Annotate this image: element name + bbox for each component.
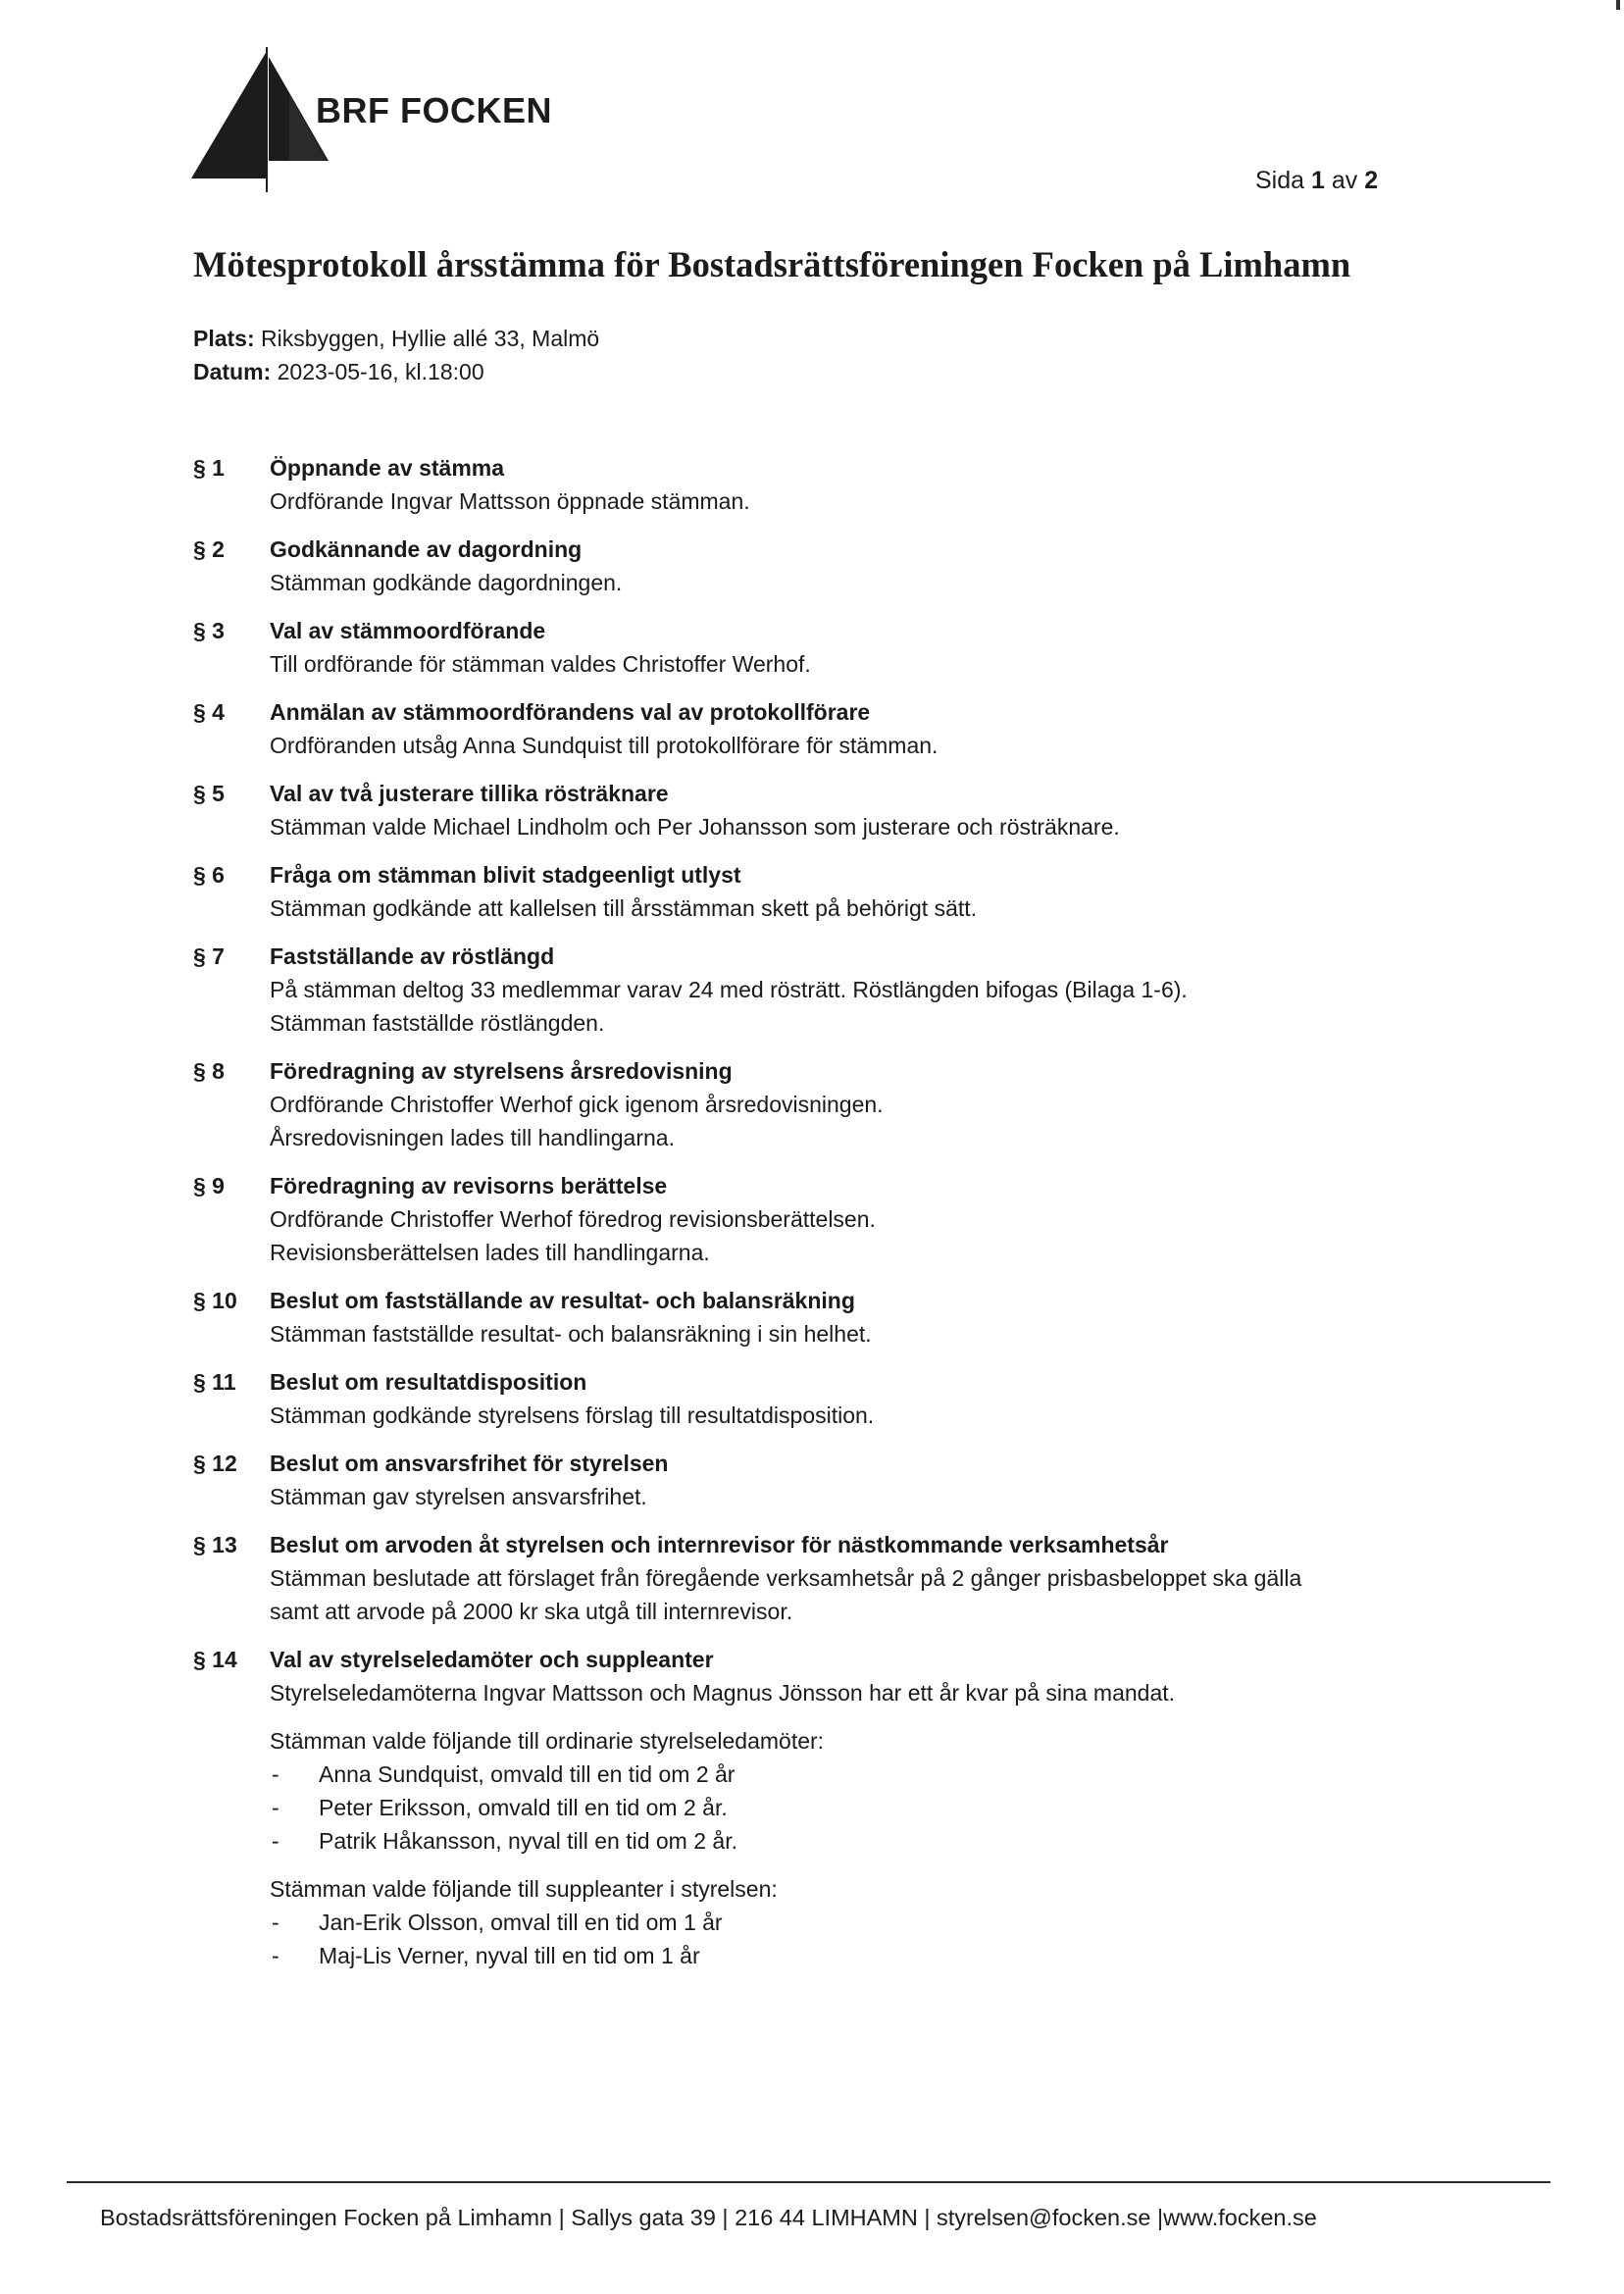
section-10 bbox=[193, 1284, 1468, 1351]
section-number: § 7 bbox=[193, 943, 225, 969]
page-indicator-middle: av bbox=[1331, 167, 1358, 194]
page-total: 2 bbox=[1364, 167, 1379, 194]
deputies-list bbox=[270, 1906, 1468, 1972]
date-value: 2023-05-16, kl.18:00 bbox=[277, 359, 484, 384]
minutes-sections bbox=[193, 451, 1468, 1972]
section-heading: Beslut om resultatdisposition bbox=[270, 1369, 587, 1395]
section-4 bbox=[193, 695, 1468, 762]
page-current: 1 bbox=[1311, 167, 1325, 194]
section-heading: Val av stämmoordförande bbox=[270, 618, 546, 643]
ordinary-members-intro: Stämman valde följande till ordinarie styrelseledamöter: bbox=[270, 1728, 825, 1754]
section-text: Stämman fastställde resultat- och balansräkning i sin helhet. bbox=[270, 1321, 872, 1347]
section-text: Stämman beslutade att förslaget från föregående verksamhetsår på 2 gånger prisbasbeloppet ska gälla bbox=[270, 1565, 1302, 1591]
meeting-place bbox=[193, 322, 599, 355]
section-11 bbox=[193, 1365, 1468, 1432]
sections-list bbox=[193, 451, 1468, 1628]
meeting-meta bbox=[193, 322, 599, 388]
section-7 bbox=[193, 940, 1468, 1040]
section-heading: Val av styrelseledamöter och suppleanter bbox=[270, 1647, 714, 1672]
section-3 bbox=[193, 614, 1468, 681]
footer-address: Bostadsrättsföreningen Focken på Limhamn | Sallys gata 39 | 216 44 LIMHAMN | styrelsen@focken.se |www.focken.se bbox=[100, 2205, 1317, 2230]
section-heading: Val av två justerare tillika rösträknare bbox=[270, 781, 669, 806]
section-13 bbox=[193, 1528, 1468, 1628]
section-text: Till ordförande för stämman valdes Christoffer Werhof. bbox=[270, 651, 811, 677]
section-heading: Godkännande av dagordning bbox=[270, 536, 583, 562]
section-number: § 13 bbox=[193, 1532, 237, 1557]
section-text: Stämman godkände styrelsens förslag till resultatdisposition. bbox=[270, 1402, 875, 1428]
section-heading: Föredragning av revisorns berättelse bbox=[270, 1173, 668, 1198]
place-label: Plats: bbox=[193, 326, 255, 351]
section-1 bbox=[193, 451, 1468, 518]
section-heading: Beslut om arvoden åt styrelsen och internrevisor för nästkommande verksamhetsår bbox=[270, 1532, 1169, 1557]
section-9 bbox=[193, 1169, 1468, 1269]
document-title: Mötesprotokoll årsstämma för Bostadsrättsföreningen Focken på Limhamn bbox=[193, 244, 1351, 284]
section-heading: Anmälan av stämmoordförandens val av protokollförare bbox=[270, 699, 871, 725]
section-text: Stämman fastställde röstlängden. bbox=[270, 1010, 605, 1036]
section-heading: Beslut om fastställande av resultat- och balansräkning bbox=[270, 1288, 855, 1313]
section-text: Stämman valde Michael Lindholm och Per Johansson som justerare och rösträknare. bbox=[270, 814, 1120, 840]
date-label: Datum: bbox=[193, 359, 272, 384]
list-item: - Maj-Lis Verner, nyval till en tid om 1 år bbox=[270, 1939, 1468, 1972]
brand-name: BRF FOCKEN bbox=[316, 90, 552, 130]
section-text: samt att arvode på 2000 kr ska utgå till internrevisor. bbox=[270, 1599, 793, 1624]
ordinary-members-list bbox=[270, 1758, 1468, 1858]
section-text: Årsredovisningen lades till handlingarna. bbox=[270, 1125, 675, 1150]
section-number: § 14 bbox=[193, 1647, 237, 1672]
section-number: § 3 bbox=[193, 618, 225, 643]
section-number: § 12 bbox=[193, 1451, 237, 1476]
section-text: Stämman godkände att kallelsen till årsstämman skett på behörigt sätt. bbox=[270, 895, 978, 921]
section-text: Ordförande Christoffer Werhof föredrog revisionsberättelsen. bbox=[270, 1206, 876, 1232]
section-text: Ordförande Ingvar Mattsson öppnade stämman. bbox=[270, 488, 750, 514]
section-heading: Fastställande av röstlängd bbox=[270, 943, 555, 969]
deputies-intro: Stämman valde följande till suppleanter i styrelsen: bbox=[270, 1876, 778, 1902]
section-heading: Fråga om stämman blivit stadgeenligt utlyst bbox=[270, 862, 741, 888]
section-text: Revisionsberättelsen lades till handlingarna. bbox=[270, 1240, 710, 1265]
section-heading: Öppnande av stämma bbox=[270, 455, 505, 481]
section-number: § 8 bbox=[193, 1058, 225, 1084]
section-number: § 11 bbox=[193, 1369, 236, 1395]
place-value: Riksbyggen, Hyllie allé 33, Malmö bbox=[261, 326, 600, 351]
meeting-date bbox=[193, 355, 599, 388]
list-item: - Jan-Erik Olsson, omval till en tid om 1 år bbox=[270, 1906, 1468, 1939]
section-heading: Föredragning av styrelsens årsredovisning bbox=[270, 1058, 733, 1084]
page-indicator bbox=[1255, 167, 1378, 195]
list-item: - Anna Sundquist, omvald till en tid om 2 år bbox=[270, 1758, 1468, 1791]
section-12 bbox=[193, 1447, 1468, 1513]
section-14 bbox=[193, 1643, 1468, 1972]
section-number: § 6 bbox=[193, 862, 225, 888]
section-heading: Beslut om ansvarsfrihet för styrelsen bbox=[270, 1451, 669, 1476]
section-number: § 9 bbox=[193, 1173, 225, 1198]
section-number: § 1 bbox=[193, 455, 225, 481]
section-6 bbox=[193, 858, 1468, 925]
section-text: På stämman deltog 33 medlemmar varav 24 med rösträtt. Röstlängden bifogas (Bilaga 1-6). bbox=[270, 977, 1188, 1002]
section-2 bbox=[193, 533, 1468, 599]
section-number: § 4 bbox=[193, 699, 225, 725]
section-number: § 2 bbox=[193, 536, 225, 562]
section-number: § 10 bbox=[193, 1288, 237, 1313]
section-text: Stämman gav styrelsen ansvarsfrihet. bbox=[270, 1484, 647, 1509]
section-8 bbox=[193, 1054, 1468, 1154]
scan-edge-mark bbox=[1616, 0, 1620, 10]
list-item: - Patrik Håkansson, nyval till en tid om 2 år. bbox=[270, 1824, 1468, 1858]
section-number: § 5 bbox=[193, 781, 225, 806]
footer-divider bbox=[67, 2181, 1550, 2183]
section-5 bbox=[193, 777, 1468, 843]
section-text: Stämman godkände dagordningen. bbox=[270, 570, 623, 595]
section-text: Ordföranden utsåg Anna Sundquist till protokollförare för stämman. bbox=[270, 733, 939, 758]
section-text: Ordförande Christoffer Werhof gick igenom årsredovisningen. bbox=[270, 1092, 884, 1117]
page-indicator-prefix: Sida bbox=[1255, 167, 1305, 194]
section-text: Styrelseledamöterna Ingvar Mattsson och Magnus Jönsson har ett år kvar på sina mandat. bbox=[270, 1680, 1176, 1706]
list-item: - Peter Eriksson, omvald till en tid om 2 år. bbox=[270, 1791, 1468, 1824]
